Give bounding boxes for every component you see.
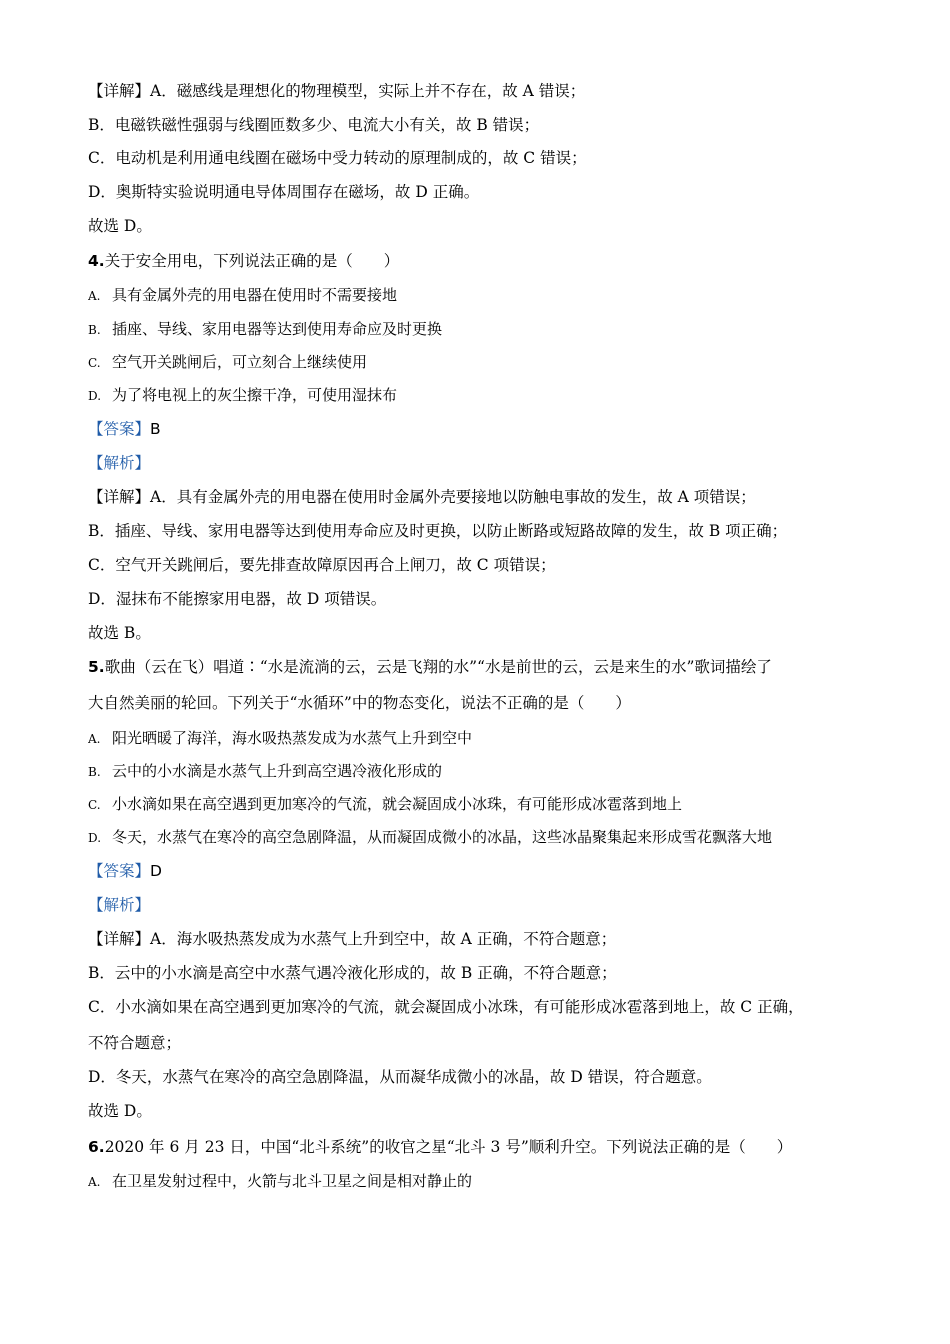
analysis-label <box>88 894 890 916</box>
analysis-label-text: 【解析】 <box>88 454 151 472</box>
question-text: 2020 年 6 月 23 日，中国“北斗系统”的收官之星“北斗 3 号”顺利升空。下列说法正确的是（ ） <box>104 1138 793 1156</box>
answer-line <box>88 418 890 440</box>
option-line <box>88 1170 890 1193</box>
question-line <box>88 250 890 272</box>
text-line: C．空气开关跳闸后，要先排查故障原因再合上闸刀，故 C 项错误； <box>88 556 556 574</box>
text-line: D．奥斯特实验说明通电导体周围存在磁场，故 D 正确。 <box>88 183 480 201</box>
option-text: 云中的小水滴是水蒸气上升到高空遇冷液化形成的 <box>112 762 443 780</box>
question-line <box>88 1136 890 1158</box>
answer-value: D <box>150 862 162 880</box>
option-letter: B. <box>88 323 101 337</box>
text-line: B．电磁铁磁性强弱与线圈匝数多少、电流大小有关，故 B 错误； <box>88 116 540 134</box>
option-letter: C. <box>88 798 101 812</box>
answer-line <box>88 860 890 882</box>
option-letter: D. <box>88 831 102 845</box>
answer-value: B <box>150 420 161 438</box>
option-text: 具有金属外壳的用电器在使用时不需要接地 <box>112 286 398 304</box>
option-letter: A. <box>88 289 101 303</box>
option-line <box>88 826 890 849</box>
question-number: 5. <box>88 658 105 676</box>
text-line: 【详解】A．海水吸热蒸发成为水蒸气上升到空中，故 A 正确，不符合题意； <box>88 930 617 948</box>
question-number: 6. <box>88 1138 105 1156</box>
analysis-label-text: 【解析】 <box>88 896 151 914</box>
answer-label: 【答案】 <box>88 420 151 438</box>
option-text: 插座、导线、家用电器等达到使用寿命应及时更换 <box>112 320 443 338</box>
text-line: 故选 B。 <box>88 624 151 642</box>
option-line <box>88 351 890 374</box>
option-line <box>88 727 890 750</box>
option-letter: C. <box>88 356 101 370</box>
analysis-label <box>88 452 890 474</box>
text-line: D．湿抹布不能擦家用电器，故 D 项错误。 <box>88 590 387 608</box>
option-text: 小水滴如果在高空遇到更加寒冷的气流，就会凝固成小冰珠，有可能形成冰雹落到地上 <box>112 795 683 813</box>
option-text: 在卫星发射过程中，火箭与北斗卫星之间是相对静止的 <box>112 1172 473 1190</box>
question-text: 歌曲（云在飞）唱道∶“水是流淌的云，云是飞翔的水”“水是前世的云，云是来生的水”歌词描绘了 <box>104 658 772 676</box>
question-number: 4. <box>88 252 105 270</box>
answer-label: 【答案】 <box>88 862 151 880</box>
option-line <box>88 760 890 783</box>
question-text: 关于安全用电，下列说法正确的是（ ） <box>104 252 400 270</box>
option-letter: D. <box>88 389 102 403</box>
text-line: B．云中的小水滴是高空中水蒸气遇冷液化形成的，故 B 正确，不符合题意； <box>88 964 617 982</box>
text-line: B．插座、导线、家用电器等达到使用寿命应及时更换，以防止断路或短路故障的发生，故 B 项正确； <box>88 522 788 540</box>
option-letter: A. <box>88 1175 101 1189</box>
text-line: 不符合题意； <box>88 1034 182 1052</box>
question-line <box>88 656 890 678</box>
text-line: 【详解】A．具有金属外壳的用电器在使用时金属外壳要接地以防触电事故的发生，故 A 项错误； <box>88 488 756 506</box>
text-line: C．电动机是利用通电线圈在磁场中受力转动的原理制成的，故 C 错误； <box>88 149 587 167</box>
text-line: C．小水滴如果在高空遇到更加寒冷的气流，就会凝固成小冰珠，有可能形成冰雹落到地上，故 C 正确， <box>88 998 804 1016</box>
option-letter: B. <box>88 765 101 779</box>
text-line: 故选 D。 <box>88 1102 152 1120</box>
option-text: 冬天，水蒸气在寒冷的高空急剧降温，从而凝固成微小的冰晶，这些冰晶聚集起来形成雪花飘落大地 <box>112 828 773 846</box>
option-text: 空气开关跳闸后，可立刻合上继续使用 <box>112 353 368 371</box>
option-letter: A. <box>88 732 101 746</box>
option-text: 为了将电视上的灰尘擦干净，可使用湿抹布 <box>112 386 398 404</box>
option-line <box>88 384 890 407</box>
text-line: 【详解】A．磁感线是理想化的物理模型，实际上并不存在，故 A 错误； <box>88 82 586 100</box>
text-line: 大自然美丽的轮回。下列关于“水循环”中的物态变化，说法不正确的是（ ） <box>88 694 631 712</box>
option-line <box>88 793 890 816</box>
text-line: D．冬天，水蒸气在寒冷的高空急剧降温，从而凝华成微小的冰晶，故 D 错误，符合题意。 <box>88 1068 712 1086</box>
option-line <box>88 318 890 341</box>
text-line: 故选 D。 <box>88 217 152 235</box>
option-line <box>88 284 890 307</box>
option-text: 阳光晒暖了海洋，海水吸热蒸发成为水蒸气上升到空中 <box>112 729 473 747</box>
